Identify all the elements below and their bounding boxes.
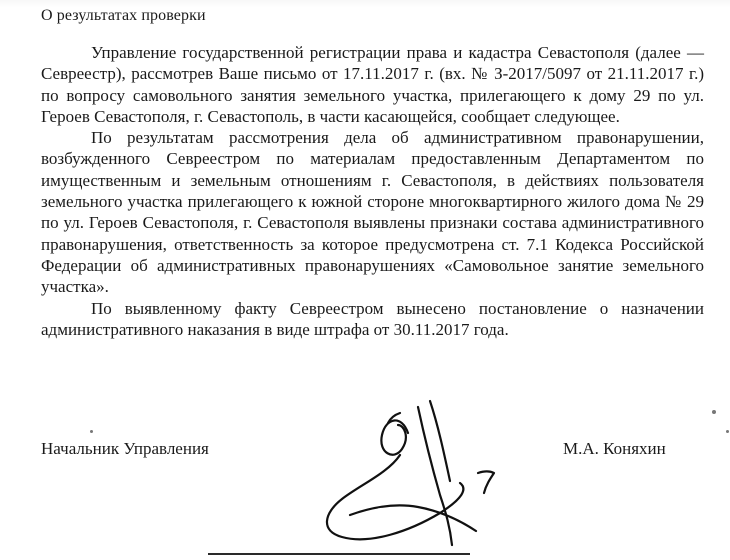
paragraph-2: По результатам рассмотрения дела об административном правонарушении, возбужденного Севреестром по материалам предоставленным Департаментом по имущественным и земельным отношениям г. Севастополя, в действиях пользователя земельного участка прилегающего к южной стороне многоквартирного жилого дома № 29 по ул. Героев Севастополя, г. Севастополя выявлены признаки состава административного правонарушения, ответственность за которое предусмотрена ст. 7.1 Кодекса Российской Федерации об административных правонарушениях «Самовольное занятие земельного участка». (41, 128, 704, 297)
signer-name: М.А. Коняхин (563, 439, 666, 458)
scan-speck (726, 430, 729, 433)
scan-speck (712, 410, 716, 414)
signer-position: Начальник Управления (41, 439, 209, 458)
scan-edge-line (208, 553, 470, 555)
scan-speck (90, 430, 93, 433)
paragraph-3: По выявленному факту Севреестром вынесено постановление о назначении административного наказания в виде штрафа от 30.11.2017 года. (41, 298, 704, 339)
document-heading: О результатах проверки (41, 7, 206, 24)
document-body (41, 42, 704, 340)
paragraph-1: Управление государственной регистрации права и кадастра Севастополя (далее — Севреестр), рассмотрев Ваше письмо от 17.11.2017 г. (вх. № З-2017/5097 от 21.11.2017 г.) по вопросу самовольного занятия земельного участка, прилегающего к дому 29 по ул. Героев Севастополя, г. Севастополь, в части касающейся, сообщает следующее. (41, 43, 704, 126)
handwritten-signature (290, 395, 520, 560)
